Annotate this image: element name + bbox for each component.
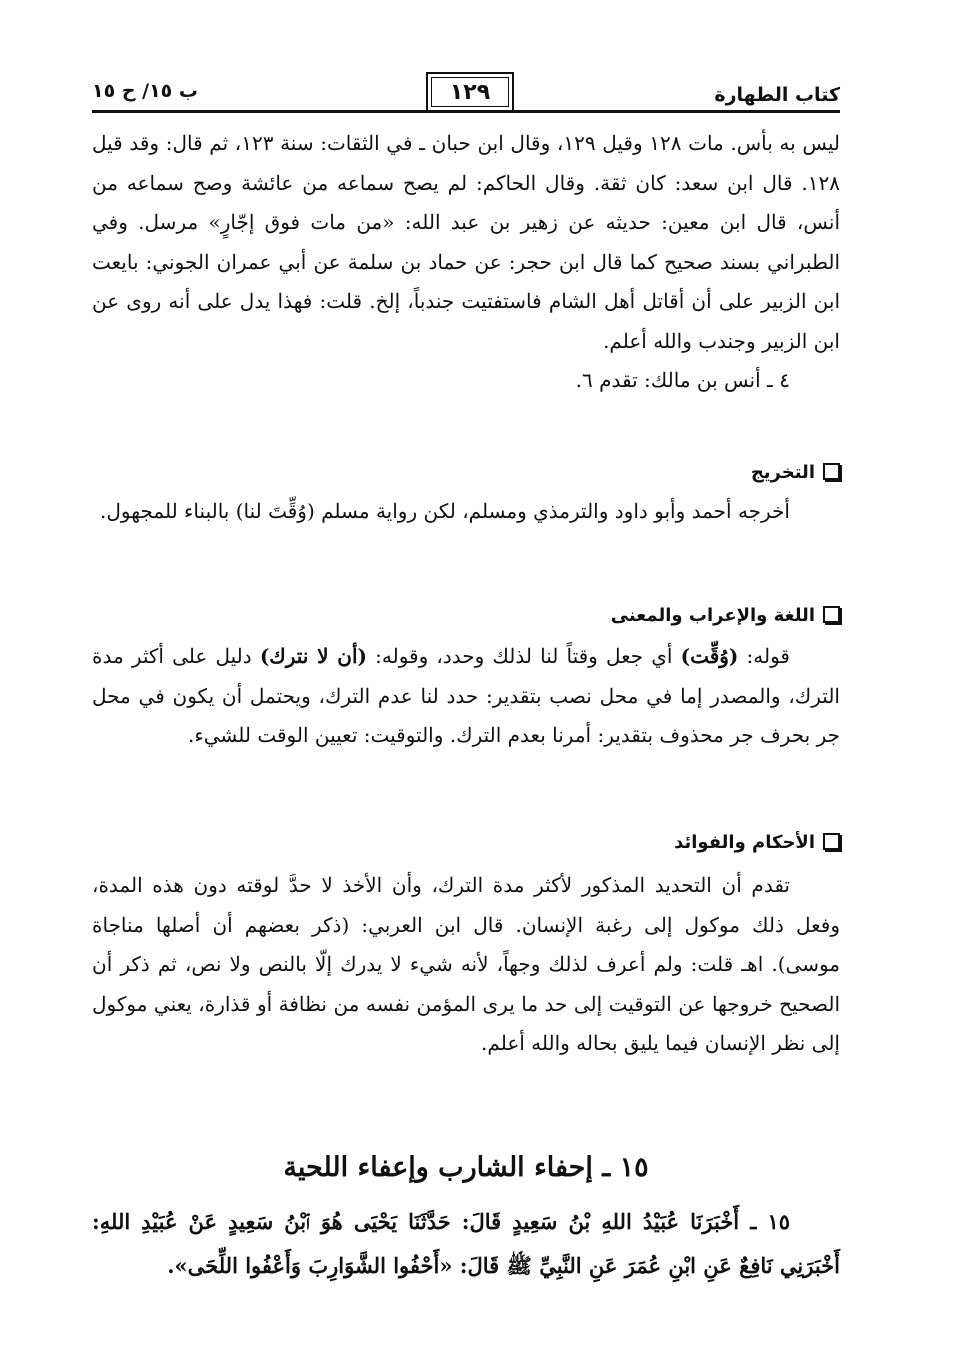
square-bullet-icon bbox=[823, 833, 840, 850]
page-number: ١٢٩ bbox=[426, 72, 514, 112]
chapter-title: ١٥ ـ إحفاء الشارب وإعفاء اللحية bbox=[283, 1152, 649, 1183]
lugha-paragraph: قوله: (وُقِّت) أي جعل وقتاً لنا لذلك وحدد، وقوله: (أن لا نترك) دليل على أكثر مدة الترك، والمصدر إما في محل نصب بتقدير: حدد لنا عدم الترك، ويحتمل أن يكون في محل جر بحرف جر محذوف بتقدير: أمرنا بعدم الترك. والتوقيت: تعيين الوقت للشيء. bbox=[92, 644, 840, 747]
lugha-section bbox=[92, 637, 840, 756]
running-head: كتاب الطهارة bbox=[714, 84, 840, 106]
chapter-hadith-reference: ب ١٥/ ح ١٥ bbox=[92, 80, 198, 102]
header-rule bbox=[92, 110, 840, 113]
ahkam-heading: الأحكام والفوائد bbox=[92, 829, 840, 857]
square-bullet-icon bbox=[823, 463, 840, 480]
quoted-term: (أن لا نترك) bbox=[259, 644, 368, 668]
takhrij-paragraph: أخرجه أحمد وأبو داود والترمذي ومسلم، لكن رواية مسلم (وُقِّتَ لنا) بالبناء للمجهول. bbox=[100, 499, 790, 523]
biography-paragraph: ليس به بأس. مات ١٢٨ وقيل ١٢٩، وقال ابن حبان ـ في الثقات: سنة ١٢٣، ثم قال: وقد قيل ١٢٨. قال ابن سعد: كان ثقة. وقال الحاكم: لم يصح سماعه من عائشة وصح سماعه من أنس، قال ابن معين: حديثه عن زهير بن عبد الله: «من مات فوق إجّارٍ» مرسل. وفي الطبراني بسند صحيح كما قال ابن حجر: عن حماد بن سلمة عن أبي عمران الجوني: بايعت ابن الزبير على أن أقاتل أهل الشام فاستفتيت جندباً، إلخ. قلت: فهذا يدل على أنه روى عن ابن الزبير وجندب والله أعلم. bbox=[92, 131, 840, 353]
takhrij-section bbox=[92, 492, 840, 532]
square-bullet-icon bbox=[823, 606, 840, 623]
narrator-biography bbox=[92, 124, 840, 401]
narrator-entry: ٤ ـ أنس بن مالك: تقدم ٦. bbox=[575, 368, 790, 392]
lugha-heading: اللغة والإعراب والمعنى bbox=[92, 602, 840, 630]
hadith-text: ١٥ ـ أَخْبَرَنَا عُبَيْدُ اللهِ بْنُ سَعِيدٍ قَالَ: حَدَّثَنَا يَحْيَى هُوَ ٱبْنُ سَعِيدٍ عَنْ عُبَيْدِ اللهِ: أَخْبَرَنِي نَافِعٌ عَنِ ابْنِ عُمَرَ عَنِ النَّبِيِّ ﷺ قَالَ: «أَحْفُوا الشَّوَارِبَ وَأَعْفُوا اللِّحَى». bbox=[92, 1209, 840, 1278]
hadith-section bbox=[92, 1200, 840, 1288]
ahkam-paragraph: تقدم أن التحديد المذكور لأكثر مدة الترك، وأن الأخذ لا حدَّ لوقته دون هذه المدة، وفعل ذلك موكول إلى رغبة الإنسان. قال ابن العربي: (ذكر بعضهم أن أصلها مناجاة موسى). اهـ قلت: ولم أعرف لذلك وجهاً، لأنه شيء لا يدرك إلّا بالنص ولا نص، ثم ذكر أن الصحيح خروجها عن التوقيت إلى حد ما يرى المؤمن نفسه من نظافة أو قذارة، يعني موكول إلى نظر الإنسان فيما يليق بحاله والله أعلم. bbox=[92, 873, 840, 1055]
quoted-term: (وُقِّت) bbox=[680, 644, 739, 668]
takhrij-heading: التخريج bbox=[92, 459, 840, 487]
page-header bbox=[92, 66, 840, 114]
ahkam-section bbox=[92, 866, 840, 1064]
